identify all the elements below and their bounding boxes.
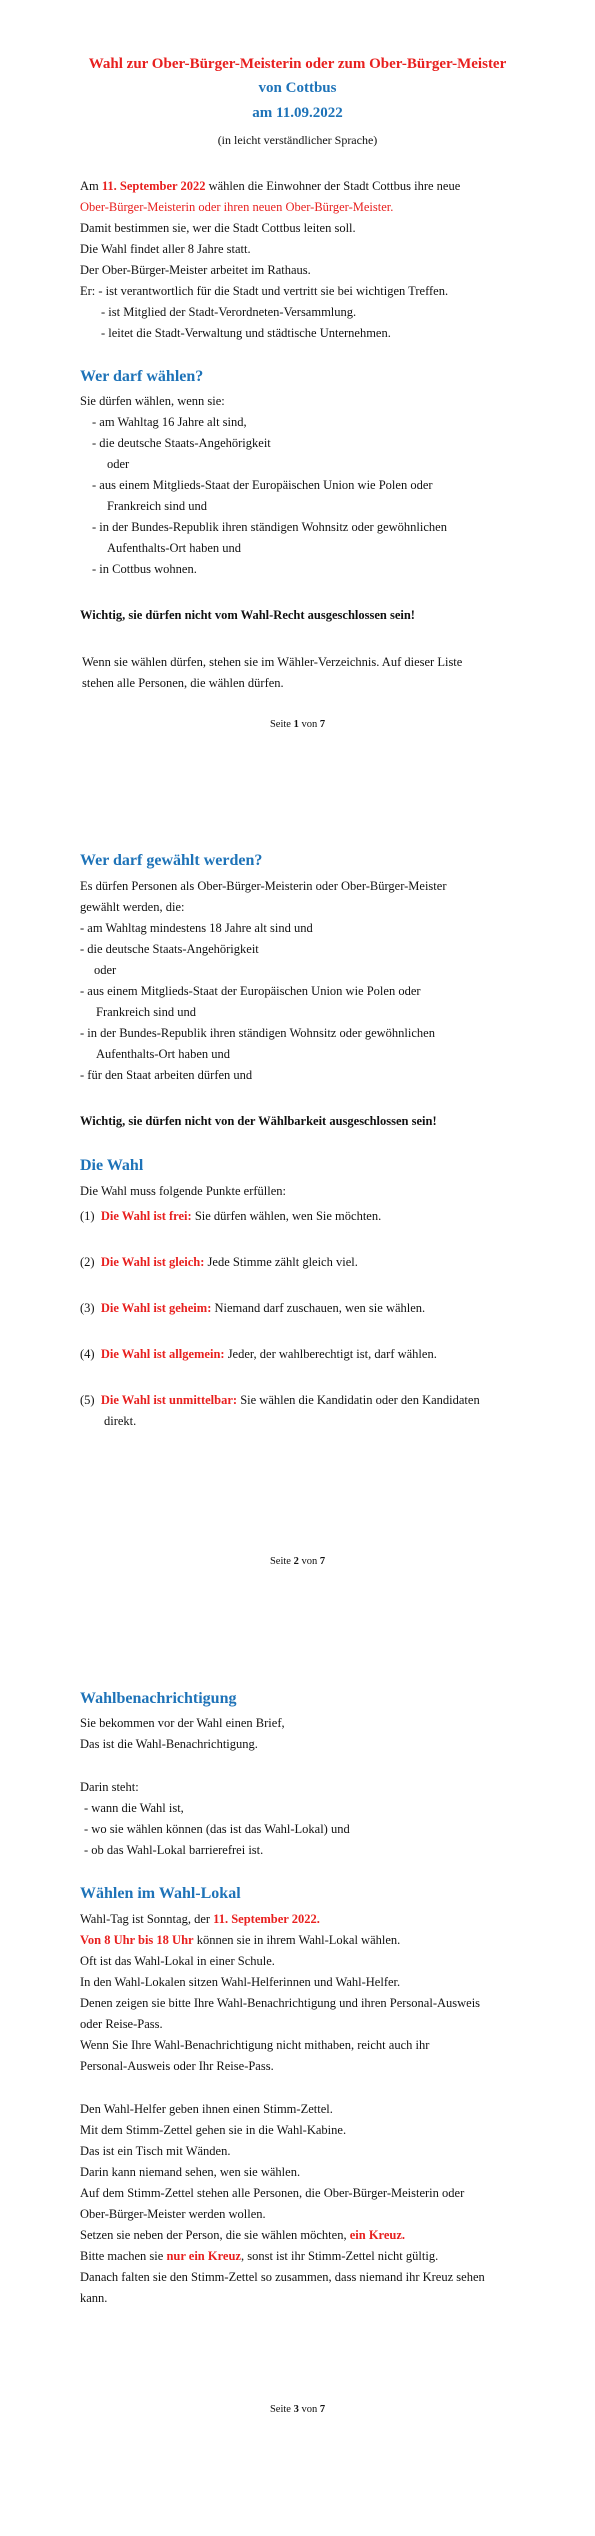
heading-voting-station: Wählen im Wahl-Lokal [80, 1885, 241, 1902]
elect-line-6: - aus einem Mitglieds-Staat der Europäischen Union wie Polen oder [80, 984, 421, 998]
station-line-9: Den Wahl-Helfer geben ihnen einen Stimm-Zettel. [80, 2102, 333, 2116]
station-line-2: Von 8 Uhr bis 18 Uhr können sie in ihrem Wahl-Lokal wählen. [80, 1933, 401, 1947]
important-note-1: Wichtig, sie dürfen nicht vom Wahl-Recht ausgeschlossen sein! [80, 608, 415, 622]
principle-1: (1) Die Wahl ist frei: Sie dürfen wählen, wen Sie möchten. [80, 1209, 382, 1223]
vote-line-2: - am Wahltag 16 Jahre alt sind, [92, 415, 247, 429]
principle-2: (2) Die Wahl ist gleich: Jede Stimme zählt gleich viel. [80, 1255, 358, 1269]
important-note-2: Wichtig, sie dürfen nicht von der Wählbarkeit ausgeschlossen sein! [80, 1114, 437, 1128]
notif-line-3: Darin steht: [80, 1780, 139, 1794]
elect-line-10: - für den Staat arbeiten dürfen und [80, 1068, 253, 1082]
heading-who-can-vote: Wer darf wählen? [80, 368, 204, 385]
intro-line-6: Er: - ist verantwortlich für die Stadt und vertritt sie bei wichtigen Treffen. [80, 284, 449, 298]
voter-list-line-1: Wenn sie wählen dürfen, stehen sie im Wähler-Verzeichnis. Auf dieser Liste [82, 655, 463, 669]
election-intro: Die Wahl muss folgende Punkte erfüllen: [80, 1184, 287, 1198]
station-line-8: Personal-Ausweis oder Ihr Reise-Pass. [80, 2059, 274, 2073]
voter-list-line-2: stehen alle Personen, die wählen dürfen. [82, 676, 284, 690]
principle-4: (4) Die Wahl ist allgemein: Jeder, der wahlberechtigt ist, darf wählen. [80, 1347, 437, 1361]
vote-line-7: - in der Bundes-Republik ihren ständigen Wohnsitz oder gewöhnlichen [92, 520, 447, 534]
elect-line-9: Aufenthalts-Ort haben und [96, 1047, 230, 1061]
elect-line-7: Frankreich sind und [96, 1005, 196, 1019]
elect-line-8: - in der Bundes-Republik ihren ständigen Wohnsitz oder gewöhnlichen [80, 1026, 435, 1040]
notif-line-2: Das ist die Wahl-Benachrichtigung. [80, 1737, 258, 1751]
page-footer-2: Seite 2 von 7 [269, 1556, 326, 1567]
station-line-6: oder Reise-Pass. [80, 2017, 163, 2031]
intro-line-2: Ober-Bürger-Meisterin oder ihren neuen Ober-Bürger-Meister. [80, 200, 394, 214]
doc-title-city: von Cottbus [258, 80, 337, 96]
vote-line-8: Aufenthalts-Ort haben und [107, 541, 241, 555]
intro-line-4: Die Wahl findet aller 8 Jahre statt. [80, 242, 251, 256]
vote-line-6: Frankreich sind und [107, 499, 207, 513]
station-line-17: Danach falten sie den Stimm-Zettel so zusammen, dass niemand ihr Kreuz sehen [80, 2270, 485, 2284]
station-line-15: Setzen sie neben der Person, die sie wählen möchten, ein Kreuz. [80, 2228, 406, 2242]
vote-line-3: - die deutsche Staats-Angehörigkeit [92, 436, 271, 450]
station-line-16: Bitte machen sie nur ein Kreuz, sonst ist ihr Stimm-Zettel nicht gültig. [80, 2249, 439, 2263]
station-line-4: In den Wahl-Lokalen sitzen Wahl-Helferinnen und Wahl-Helfer. [80, 1975, 401, 1989]
elect-line-2: gewählt werden, die: [80, 900, 185, 914]
principle-3: (3) Die Wahl ist geheim: Niemand darf zuschauen, wen sie wählen. [80, 1301, 426, 1315]
station-line-14: Ober-Bürger-Meister werden wollen. [80, 2207, 266, 2221]
intro-line-3: Damit bestimmen sie, wer die Stadt Cottbus leiten soll. [80, 221, 356, 235]
intro-line-8: - leitet die Stadt-Verwaltung und städtische Unternehmen. [101, 326, 391, 340]
notif-line-1: Sie bekommen vor der Wahl einen Brief, [80, 1716, 285, 1730]
page-footer-3: Seite 3 von 7 [269, 2404, 326, 2415]
doc-title: Wahl zur Ober-Bürger-Meisterin oder zum Ober-Bürger-Meister [88, 56, 507, 72]
intro-line-7: - ist Mitglied der Stadt-Verordneten-Versammlung. [101, 305, 357, 319]
notif-line-5: - wo sie wählen können (das ist das Wahl-Lokal) und [84, 1822, 350, 1836]
station-line-11: Das ist ein Tisch mit Wänden. [80, 2144, 231, 2158]
notif-line-6: - ob das Wahl-Lokal barrierefrei ist. [84, 1843, 264, 1857]
intro-line-5: Der Ober-Bürger-Meister arbeitet im Rathaus. [80, 263, 311, 277]
vote-line-1: Sie dürfen wählen, wenn sie: [80, 394, 225, 408]
station-line-7: Wenn Sie Ihre Wahl-Benachrichtigung nicht mithaben, reicht auch ihr [80, 2038, 430, 2052]
heading-who-can-be-elected: Wer darf gewählt werden? [80, 852, 263, 869]
elect-line-5: oder [94, 963, 117, 977]
vote-line-5: - aus einem Mitglieds-Staat der Europäischen Union wie Polen oder [92, 478, 433, 492]
intro-line-1: Am 11. September 2022 wählen die Einwohner der Stadt Cottbus ihre neue [80, 179, 461, 193]
page-footer-1: Seite 1 von 7 [269, 719, 326, 730]
station-line-12: Darin kann niemand sehen, wen sie wählen. [80, 2165, 301, 2179]
station-line-5: Denen zeigen sie bitte Ihre Wahl-Benachrichtigung und ihren Personal-Ausweis [80, 1996, 481, 2010]
heading-the-election: Die Wahl [80, 1157, 144, 1174]
elect-line-4: - die deutsche Staats-Angehörigkeit [80, 942, 259, 956]
vote-line-4: oder [107, 457, 130, 471]
station-line-10: Mit dem Stimm-Zettel gehen sie in die Wahl-Kabine. [80, 2123, 347, 2137]
principle-5-cont: direkt. [104, 1414, 137, 1428]
doc-subtitle: (in leicht verständlicher Sprache) [217, 133, 378, 147]
heading-notification: Wahlbenachrichtigung [80, 1690, 237, 1707]
station-line-3: Oft ist das Wahl-Lokal in einer Schule. [80, 1954, 275, 1968]
station-line-18: kann. [80, 2291, 108, 2305]
notif-line-4: - wann die Wahl ist, [84, 1801, 184, 1815]
station-line-13: Auf dem Stimm-Zettel stehen alle Personen, die Ober-Bürger-Meisterin oder [80, 2186, 465, 2200]
station-line-1: Wahl-Tag ist Sonntag, der 11. September 2022. [80, 1912, 320, 1926]
vote-line-9: - in Cottbus wohnen. [92, 562, 197, 576]
doc-title-date: am 11.09.2022 [252, 105, 343, 121]
elect-line-1: Es dürfen Personen als Ober-Bürger-Meisterin oder Ober-Bürger-Meister [80, 879, 447, 893]
elect-line-3: - am Wahltag mindestens 18 Jahre alt sind und [80, 921, 313, 935]
principle-5: (5) Die Wahl ist unmittelbar: Sie wählen die Kandidatin oder den Kandidaten [80, 1393, 480, 1407]
